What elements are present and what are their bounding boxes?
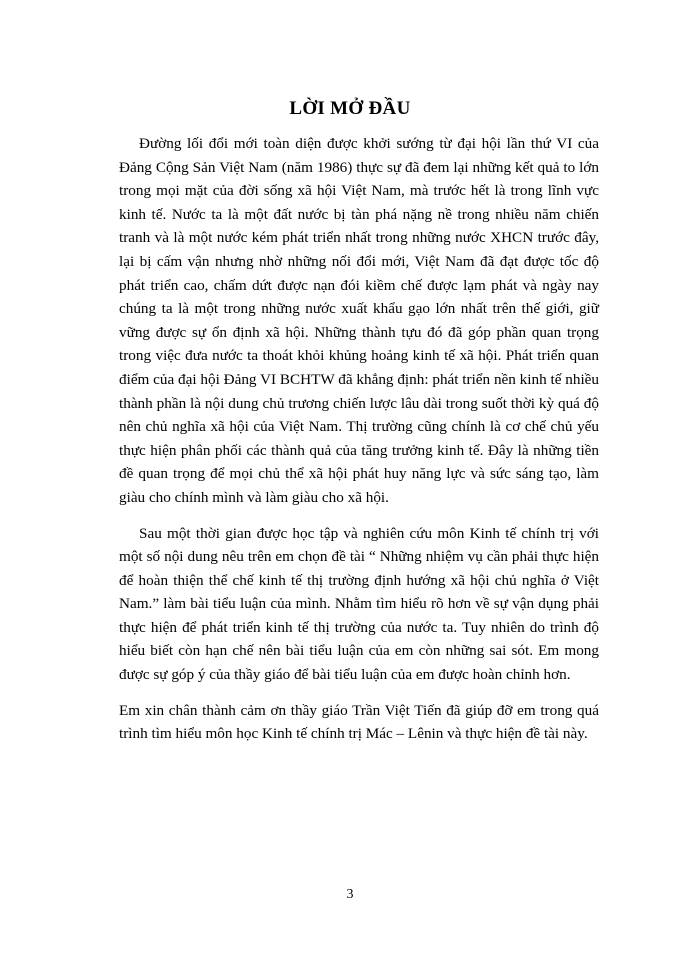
page-number: 3 bbox=[346, 887, 354, 902]
body-text bbox=[119, 132, 599, 758]
page-title: LỜI MỞ ĐẦU bbox=[289, 98, 411, 119]
paragraph-introduction: Đường lối đổi mới toàn diện được khởi sướng từ đại hội lần thứ VI của Đảng Cộng Sản Việt Nam (năm 1986) thực sự đã đem lại những kết quả to lớn trong mọi mặt của đời sống xã hội Việt Nam, mà trước hết là trong lĩnh vực kinh tế. Nước ta là một đất nước bị tàn phá nặng nề trong nhiều năm chiến tranh và là một nước kém phát triển nhất trong những nước XHCN trước đây, lại bị cấm vận nhưng nhờ những nối đổi mới, Việt Nam đã đạt được tốc độ phát triển cao, chấm dứt được nạn đói kiềm chế được lạm phát và ngày nay chúng ta là một trong những nước xuất khẩu gạo lớn nhất trên thế giới, giữ vững được sự ổn định xã hội. Những thành tựu đó đã góp phần quan trọng trong việc đưa nước ta thoát khỏi khủng hoảng kinh tế xã hội. Phát triển quan điểm của đại hội Đảng VI BCHTW đã khẳng định: phát triển nền kinh tế nhiều thành phần là nội dung chủ trương chiến lược lâu dài trong suốt thời kỳ quá độ nên chủ nghĩa xã hội của Việt Nam. Thị trường cũng chính là cơ chế chủ yếu thực hiện phân phối các thành quả của tăng trưởng kinh tế. Đây là những tiền đề quan trọng để mọi chủ thể xã hội phát huy năng lực và sức sáng tạo, làm giàu cho chính mình và làm giàu cho xã hội. bbox=[119, 135, 599, 506]
paragraph-topic: Sau một thời gian được học tập và nghiên cứu môn Kinh tế chính trị với một số nội dung nêu trên em chọn đề tài “ Những nhiệm vụ cần phải thực hiện để hoàn thiện thể chế kinh tế thị trường định hướng xã hội chủ nghĩa ở Việt Nam.” làm bài tiểu luận của mình. Nhằm tìm hiểu rõ hơn về sự vận dụng phải thực hiện để phát triển kinh tế thị trường của nước ta. Tuy nhiên do trình độ hiểu biết còn hạn chế nên bài tiểu luận của em còn những sai sót. Em mong được sự góp ý của thầy giáo để bài tiểu luận của em được hoàn chỉnh hơn. bbox=[119, 524, 599, 684]
paragraph-acknowledgement: Em xin chân thành cảm ơn thầy giáo Trần Việt Tiến đã giúp đỡ em trong quá trình tìm hiểu môn học Kinh tế chính trị Mác – Lênin và thực hiện đề tài này. bbox=[119, 701, 599, 743]
